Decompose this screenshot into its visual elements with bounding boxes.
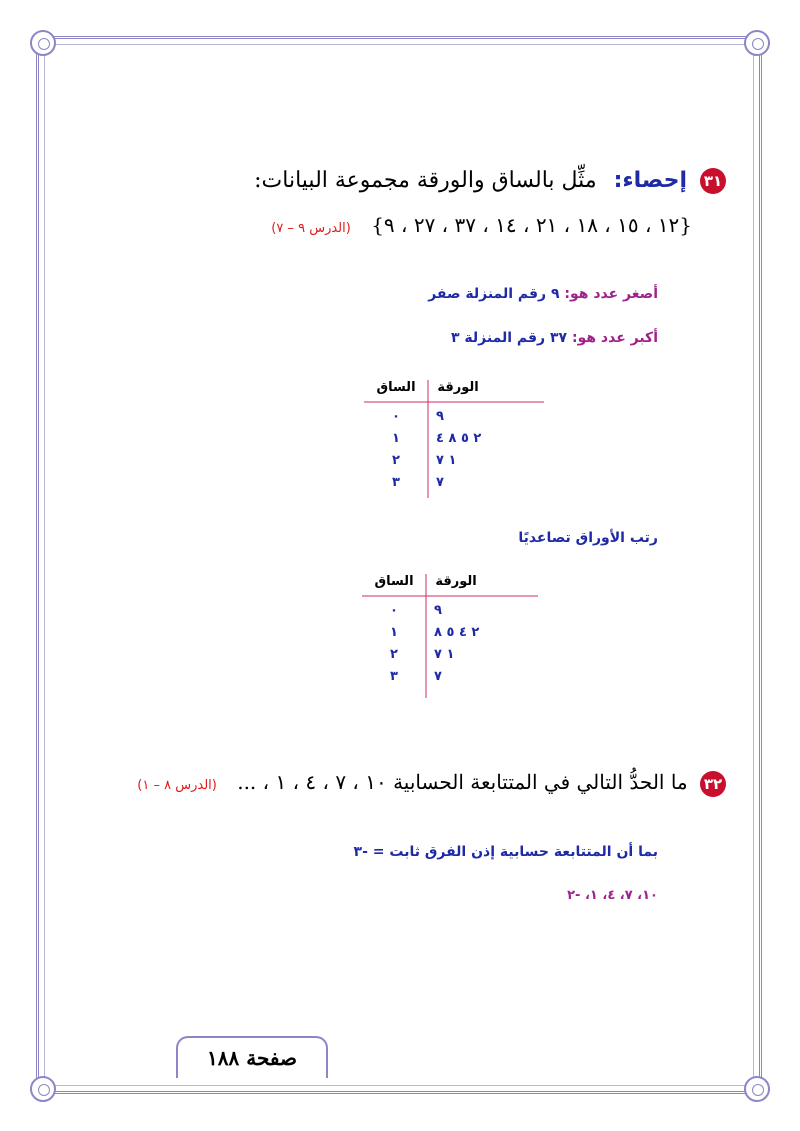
table-2-leaf-cell: ٧ xyxy=(434,669,442,684)
q32-lesson-ref: (الدرس ٨ – ١) xyxy=(137,778,217,793)
table-1-stem-cell: ١ xyxy=(392,431,400,446)
table-1-leaf-header: الورقة xyxy=(437,380,479,395)
table-1-leaf-cell: ٧ xyxy=(436,475,444,490)
q31-lesson-ref: (الدرس ٩ – ٧) xyxy=(271,221,351,236)
corner-ornament-bottom-left xyxy=(30,1076,56,1102)
table-1-leaf-cell: ٩ xyxy=(436,409,444,424)
table-1-stem-cell: ٠ xyxy=(392,409,400,424)
table-2-stem-cell: ٣ xyxy=(390,669,398,684)
q31-largest-label: أكبر عدد هو: xyxy=(571,330,658,346)
q31-largest xyxy=(451,330,658,346)
q31-smallest-value: ٩ رقم المنزلة صفر xyxy=(428,286,560,302)
page-number-tab: صفحة ١٨٨ xyxy=(176,1036,328,1078)
table-2-stems xyxy=(362,600,426,688)
sorted-leaves-heading: رتب الأوراق تصاعديًا xyxy=(518,530,658,546)
q31-topic: إحصاء: xyxy=(613,168,687,193)
table-2-leaf-header: الورقة xyxy=(435,574,477,589)
q31-header xyxy=(254,168,726,194)
q32-header xyxy=(137,770,726,797)
table-1-leaf-cell: ٢ ٥ ٨ ٤ xyxy=(436,431,482,446)
q32-answer-line: بما أن المتتابعة حسابية إذن الفرق ثابت = -٣ xyxy=(353,844,658,860)
table-1-leaves xyxy=(436,406,544,494)
q32-prompt: ما الحدُّ التالي في المتتابعة الحسابية ١٠ ، ٧ ، ٤ ، ١ ، ... xyxy=(237,770,688,794)
q31-prompt: مثِّل بالساق والورقة مجموعة البيانات: xyxy=(254,168,597,193)
table-2-stem-header: الساق xyxy=(374,574,414,589)
q31-largest-value: ٣٧ رقم المنزلة ٣ xyxy=(451,330,568,346)
table-1-stems xyxy=(364,406,428,494)
page-frame-inner xyxy=(44,44,754,1086)
table-1-stem-cell: ٢ xyxy=(392,453,400,468)
table-2-leaf-cell: ١ ٧ xyxy=(434,647,455,662)
q31-smallest xyxy=(428,286,658,302)
table-2-leaf-cell: ٢ ٤ ٥ ٨ xyxy=(434,625,480,640)
table-2-stem-cell: ٠ xyxy=(390,603,398,618)
table-2-stem-cell: ٢ xyxy=(390,647,398,662)
table-2-stem-cell: ١ xyxy=(390,625,398,640)
q32-number-badge: ٣٢ xyxy=(700,771,726,797)
corner-ornament-bottom-right xyxy=(744,1076,770,1102)
corner-ornament-top-right xyxy=(744,30,770,56)
corner-ornament-top-left xyxy=(30,30,56,56)
q31-number-badge: ٣١ xyxy=(700,168,726,194)
q31-data-line xyxy=(271,213,692,237)
table-1-stem-cell: ٣ xyxy=(392,475,400,490)
table-1-leaf-cell: ١ ٧ xyxy=(436,453,457,468)
table-2-leaves xyxy=(434,600,542,688)
q32-sequence-answer: ١٠، ٧، ٤، ١، -٢ xyxy=(567,888,658,903)
q31-data-set: {١٢ ، ١٥ ، ١٨ ، ٢١ ، ١٤ ، ٣٧ ، ٢٧ ، ٩} xyxy=(371,213,692,237)
table-2-leaf-cell: ٩ xyxy=(434,603,442,618)
table-1-stem-header: الساق xyxy=(376,380,416,395)
q31-smallest-label: أصغر عدد هو: xyxy=(564,286,658,302)
